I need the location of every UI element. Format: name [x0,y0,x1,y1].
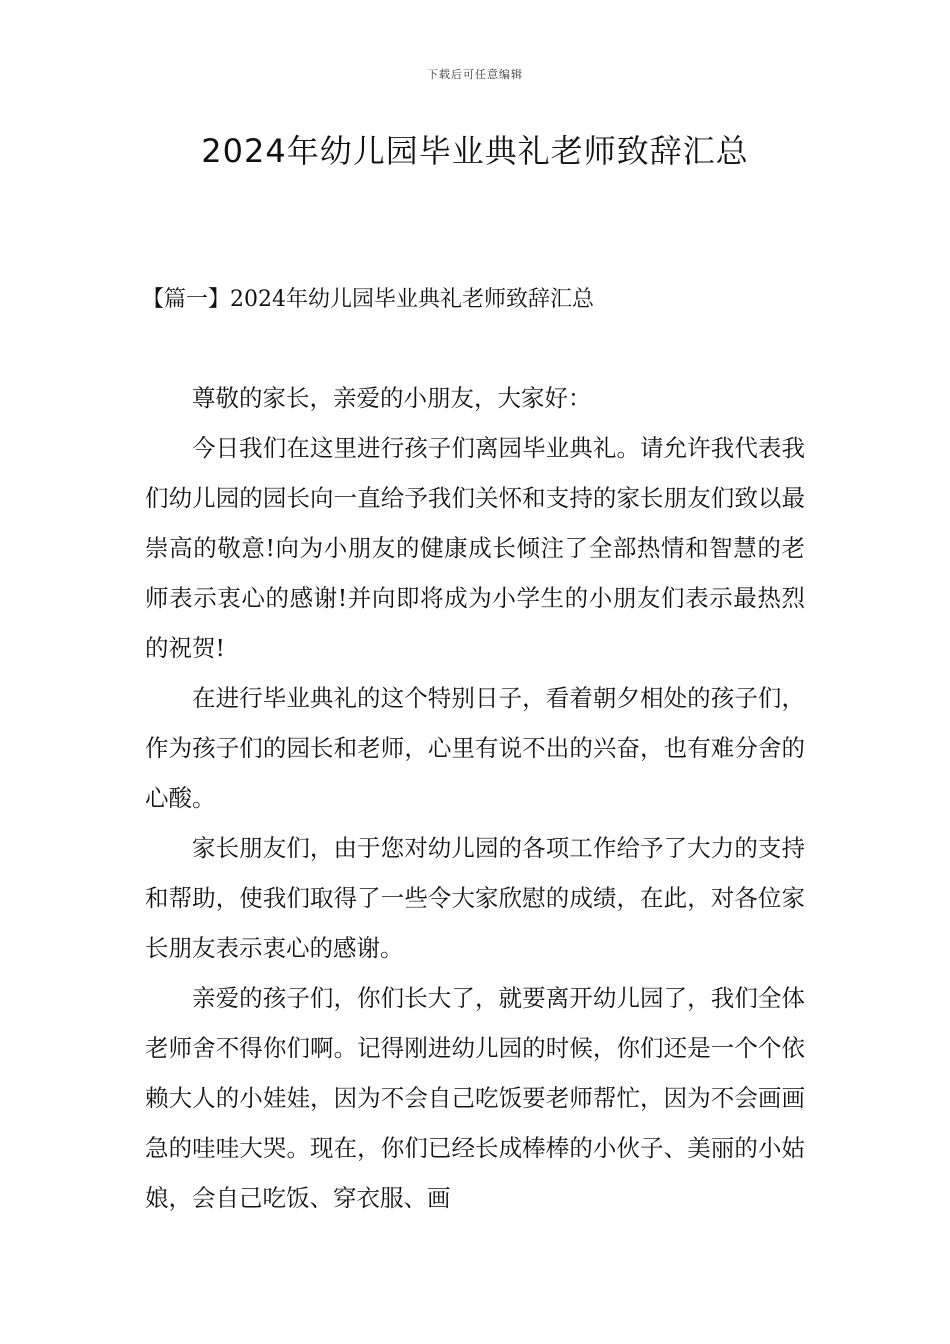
paragraph: 今日我们在这里进行孩子们离园毕业典礼。请允许我代表我们幼儿园的园长向一直给予我们关怀和支持的家长朋友们致以最崇高的敬意!向为小朋友的健康成长倾注了全部热情和智慧的老师表示衷心的感谢!并向即将成为小学生的小朋友们表示最热烈的祝贺! [145,434,805,662]
header-note: 下载后可任意编辑 [427,68,523,81]
paragraph: 尊敬的家长，亲爱的小朋友，大家好： [192,384,592,412]
paragraph: 亲爱的孩子们，你们长大了，就要离开幼儿园了，我们全体老师舍不得你们啊。记得刚进幼儿园的时候，你们还是一个个依赖大人的小娃娃，因为不会自己吃饭要老师帮忙，因为不会画画急的哇哇大哭。现在，你们已经长成棒棒的小伙子、美丽的小姑娘，会自己吃饭、穿衣服、画 [145,984,805,1212]
paragraph: 家长朋友们，由于您对幼儿园的各项工作给予了大力的支持和帮助，使我们取得了一些令大家欣慰的成绩，在此，对各位家长朋友表示衷心的感谢。 [145,834,805,962]
document-title: 2024年幼儿园毕业典礼老师致辞汇总 [201,132,749,170]
document-body [145,373,805,1223]
section-heading: 【篇一】2024年幼儿园毕业典礼老师致辞汇总 [142,287,594,312]
paragraph: 在进行毕业典礼的这个特别日子，看着朝夕相处的孩子们，作为孩子们的园长和老师，心里有说不出的兴奋，也有难分舍的心酸。 [145,684,805,812]
